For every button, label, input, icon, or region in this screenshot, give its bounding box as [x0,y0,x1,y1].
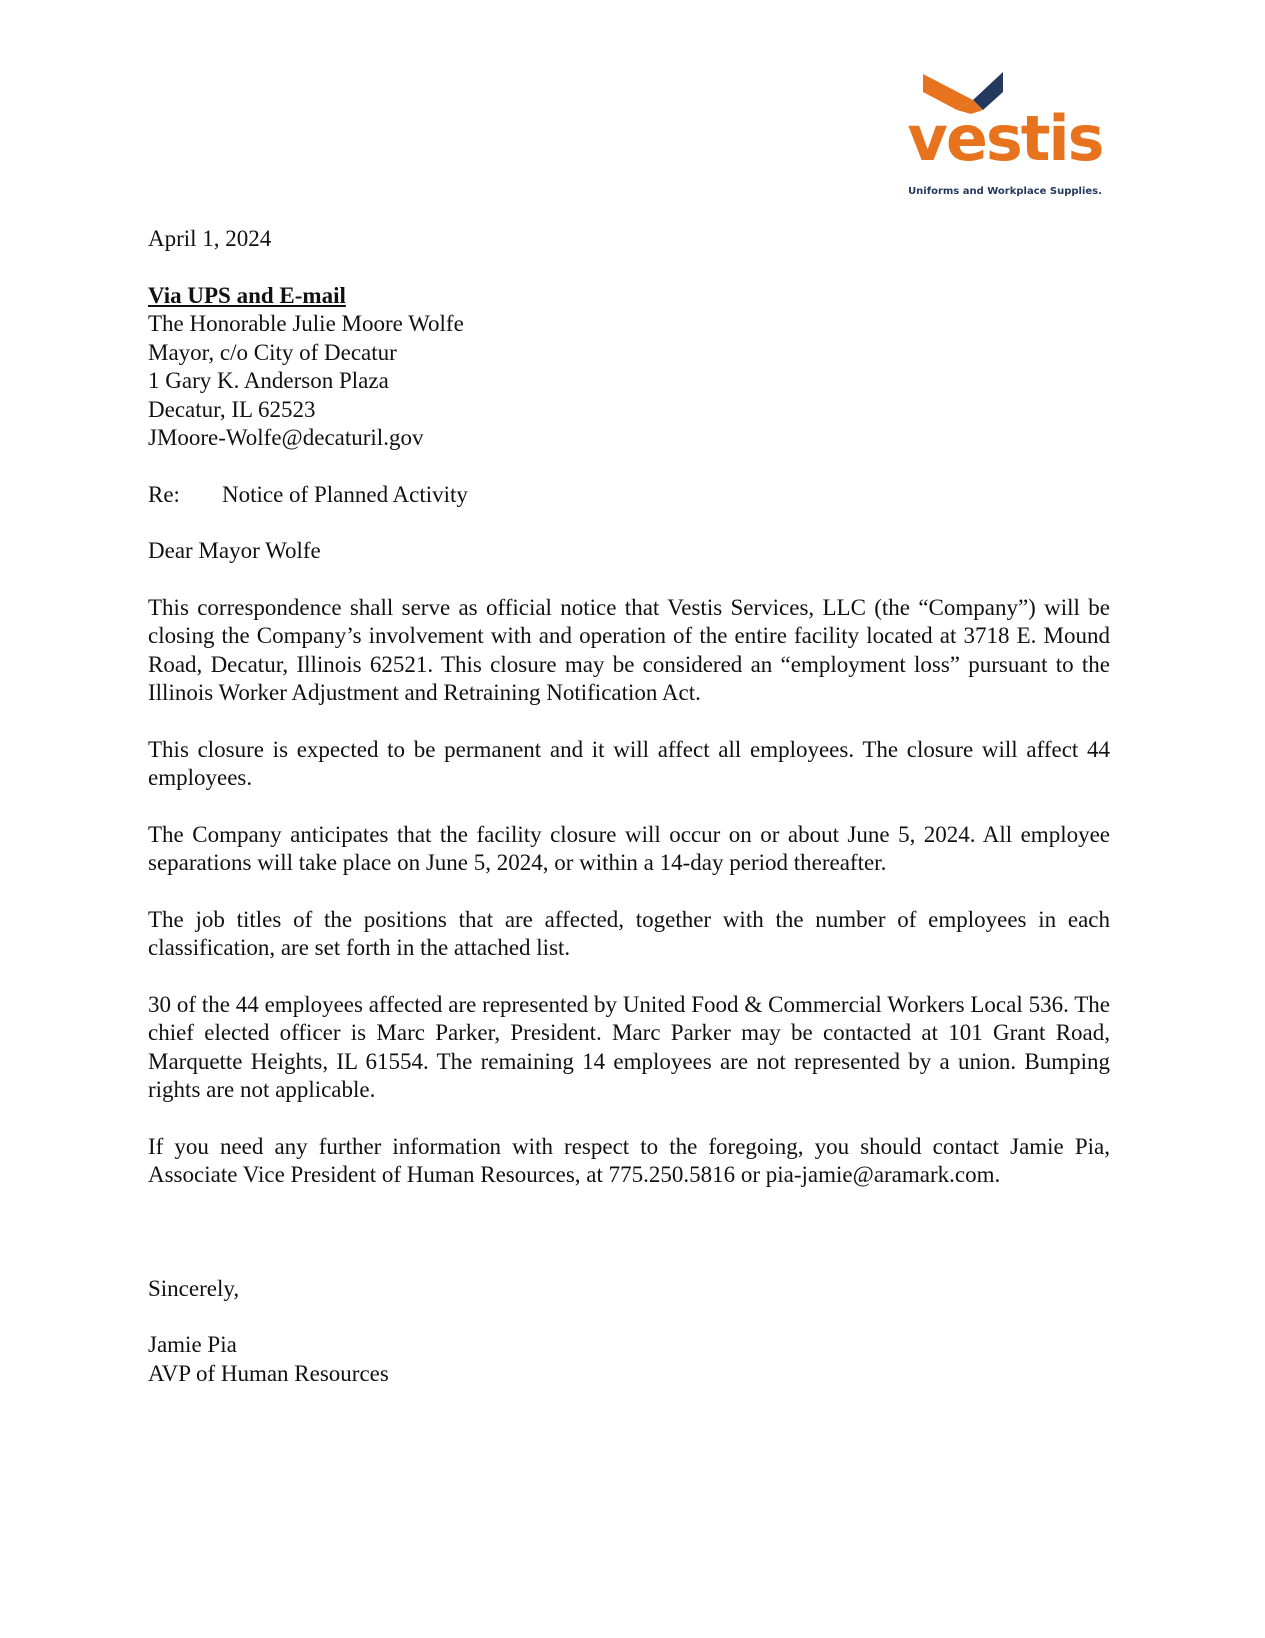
letter-date: April 1, 2024 [148,226,272,251]
recipient-line-2: Mayor, c/o City of Decatur [148,339,397,365]
subject-label: Re: [148,481,180,507]
paragraph-union: 30 of the 44 employees affected are represented by United Food & Commercial Workers Local 536. The chief elected officer is Marc Parker, President. Marc Parker may be contacted at 101 Grant Road, Marquette Heights, IL 61554. The remaining 14 employees are not represented by a union. Bumping rights are not applicable. [148,991,1110,1102]
paragraph-permanent: This closure is expected to be permanent and it will affect all employees. The closure will affect 44 employees. [148,736,1110,790]
recipient-line-4: Decatur, IL 62523 [148,396,316,422]
logo-tagline: Uniforms and Workplace Supplies. [908,186,1102,197]
delivery-method: Via UPS and E-mail [148,282,346,308]
subject-text: Notice of Planned Activity [222,481,468,507]
signer-name: Jamie Pia [148,1332,237,1357]
letter-body [148,225,1110,1388]
paragraph-closure-notice: This correspondence shall serve as official notice that Vestis Services, LLC (the “Company”) will be closing the Company’s involvement with and operation of the entire facility located at 3718 E. Mound Road, Decatur, Illinois 62521. This closure may be considered an “employment loss” pursuant to the Illinois Worker Adjustment and Retraining Notification Act. [148,594,1110,705]
vestis-logo [905,70,1105,205]
subject-line [148,481,1110,510]
paragraph-job-titles: The job titles of the positions that are affected, together with the number of employees in each classification, are set forth in the attached list. [148,906,1110,960]
paragraph-contact: If you need any further information with respect to the foregoing, you should contact Jamie Pia, Associate Vice President of Human Resources, at 775.250.5816 or pia-jamie@aramark.com. [148,1133,1110,1187]
signer-title: AVP of Human Resources [148,1360,389,1386]
recipient-email: JMoore-Wolfe@decaturil.gov [148,425,424,450]
recipient-line-1: The Honorable Julie Moore Wolfe [148,311,464,336]
logo-wordmark: vestis [907,102,1103,175]
closing: Sincerely, [148,1275,240,1301]
recipient-line-3: 1 Gary K. Anderson Plaza [148,368,389,393]
salutation: Dear Mayor Wolfe [148,538,321,563]
paragraph-dates: The Company anticipates that the facility closure will occur on or about June 5, 2024. All employee separations will take place on June 5, 2024, or within a 14-day period thereafter. [148,821,1110,875]
